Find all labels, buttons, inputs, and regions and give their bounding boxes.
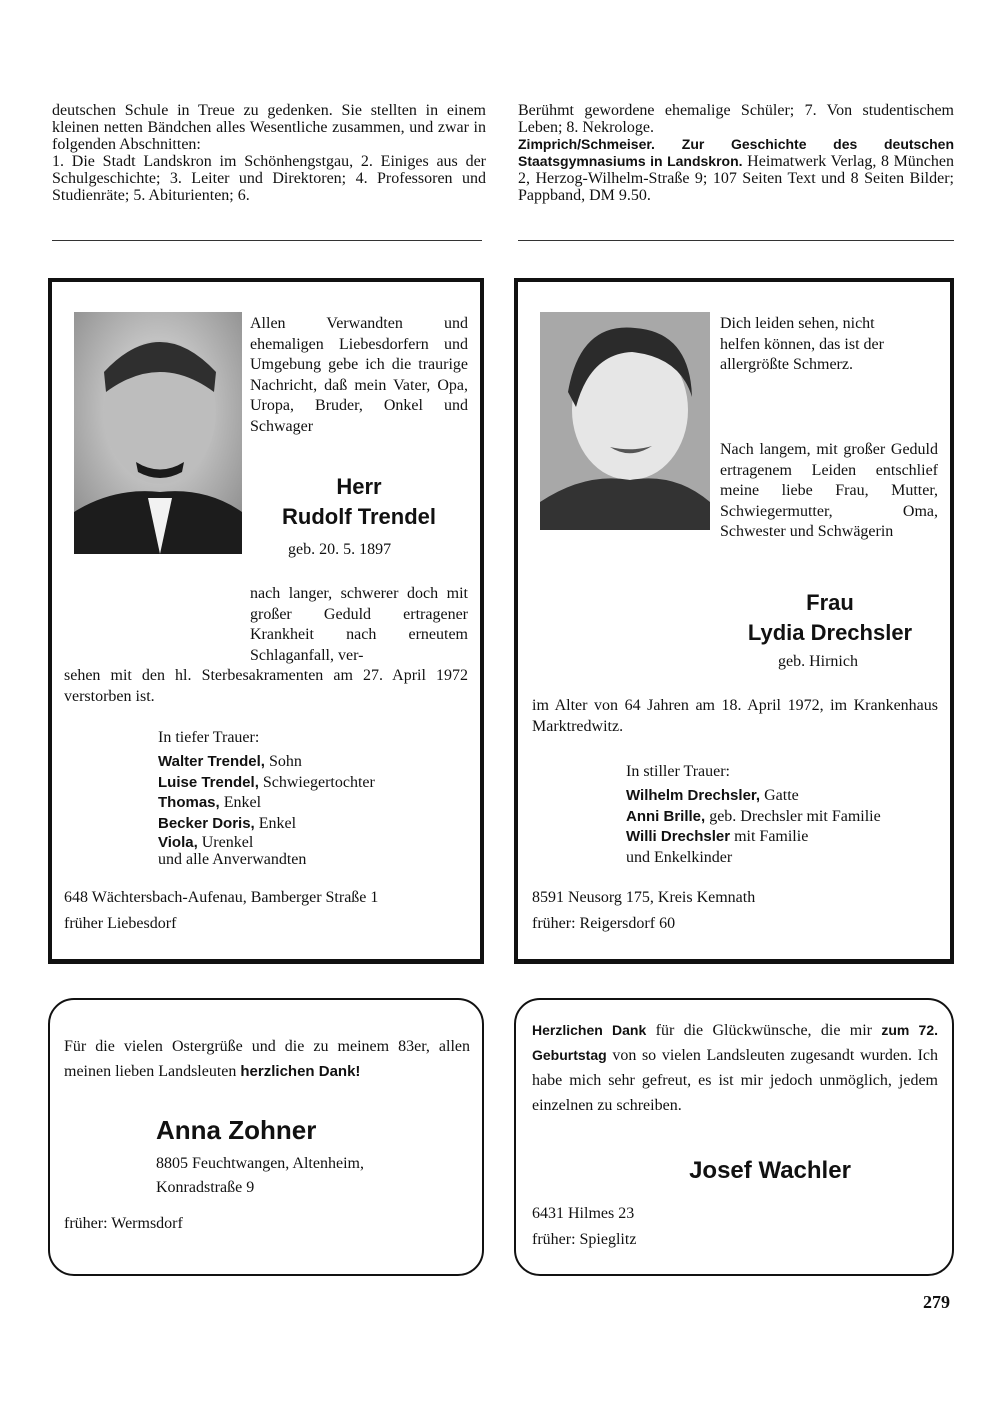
trendel-death-text-b: sehen mit den hl. Sterbesakramenten am 27. April 1972 verstorben ist. [64,667,468,705]
drechsler-intro-text: Nach langem, mit großer Geduld ertragenem Leiden entschlief meine liebe Frau, Mutter, Schwiegermutter, Oma, Schwester und Schwägerin [720,441,938,540]
page-number: 279 [923,1292,950,1312]
list-item: Walter Trendel, Sohn [158,753,302,770]
list-item: Willi Drechsler mit Familie [626,828,809,845]
separator-line-right [518,240,954,241]
trendel-others: und alle Anverwandten [158,851,307,868]
portrait-woman-icon [540,312,710,530]
drechsler-mourners-list [626,786,942,868]
drechsler-former-residence: früher: Reigersdorf 60 [532,915,676,932]
trendel-death-text-a: nach langer, schwerer doch mit großer Geduld ertragener Krankheit nach erneutem Schlaganfall, ver- [250,585,468,664]
trendel-mourners-list [158,752,468,868]
drechsler-birth-name: geb. Hirnich [778,653,858,670]
wachler-bold-a: Herzlichen Dank [532,1022,647,1038]
zohner-thanks-bold: herzlichen Dank! [240,1063,361,1080]
zohner-thanks-plain: Für die vielen Ostergrüße und die zu meinem 83er, allen meinen lieben Landsleuten [64,1038,470,1080]
wachler-text-b: von so vielen Landsleuten zugesandt wurden. Ich habe mich sehr gefreut, es ist mir jedoch unmöglich, jedem einzelnen zu schreiben. [532,1047,939,1114]
trendel-name: Rudolf Trendel [282,504,436,529]
top-right-paragraph-1: Berühmt gewordene ehemalige Schüler; 7. Von studentischem Leben; 8. Nekrologe. [518,102,954,136]
wachler-thanks-text [532,1018,938,1118]
trendel-salutation: Herr [336,474,382,499]
drechsler-death-text: im Alter von 64 Jahren am 18. April 1972, im Krankenhaus Marktredwitz. [532,697,938,735]
list-item: Viola, Urenkel [158,834,254,851]
book-publisher: Heimatwerk Verlag, 8 München 2, Herzog-Wilhelm-Straße 9; 107 Seiten Text und 8 Seiten Bilder; Pappband, DM 9.50. [518,153,954,204]
trendel-mourning-heading: In tiefer Trauer: [158,729,260,746]
trendel-birth-date: geb. 20. 5. 1897 [288,541,392,558]
drechsler-others: und Enkelkinder [626,848,733,866]
trendel-former-residence: früher Liebesdorf [64,915,177,932]
list-item: Wilhelm Drechsler, Gatte [626,787,799,804]
list-item: Thomas, Enkel [158,794,262,811]
drechsler-verse: Dich leiden sehen, nicht helfen können, das ist der allergrößte Schmerz. [720,315,884,373]
wachler-name: Josef Wachler [689,1157,851,1184]
list-item: Becker Doris, Enkel [158,814,297,832]
zohner-former-residence: früher: Wermsdorf [64,1215,183,1232]
drechsler-address: 8591 Neusorg 175, Kreis Kemnath [532,889,756,906]
top-left-column [52,102,486,204]
wachler-text-a: für die Glückwünsche, die mir [655,1022,872,1039]
book-title: Zur Geschichte des deutschen Staatsgymnasiums in Landskron. [518,136,955,169]
wachler-former-residence: früher: Spieglitz [532,1231,637,1248]
trendel-address: 648 Wächtersbach-Aufenau, Bamberger Straße 1 [64,889,379,906]
drechsler-name: Lydia Drechsler [747,620,913,645]
portrait-man-icon [74,312,242,554]
zohner-thanks-text [64,1034,470,1084]
book-authors: Zimprich/Schmeiser. [518,136,655,152]
list-item: Anni Brille, geb. Drechsler mit Familie [626,807,881,825]
zohner-address: 8805 Feuchtwangen, Altenheim, Konradstraße 9 [156,1155,364,1196]
portrait-photo-trendel [74,312,242,554]
drechsler-salutation: Frau [806,590,854,615]
wachler-bold-b: zum 72. Geburtstag [532,1022,939,1063]
top-left-paragraph-1: deutschen Schule in Treue zu gedenken. Sie stellten in einem kleinen netten Bändchen alles Wesentliche zusammen, und zwar in folgenden Abschnitten: [52,102,486,153]
separator-line-left [52,240,482,241]
wachler-address: 6431 Hilmes 23 [532,1205,635,1222]
list-item: Luise Trendel, Schwiegertochter [158,773,375,791]
portrait-photo-drechsler [540,312,710,530]
book-citation [518,136,954,204]
zohner-name: Anna Zohner [156,1115,317,1145]
trendel-intro-text: Allen Verwandten und ehemaligen Liebesdorfern und Umgebung gebe ich die traurige Nachricht, daß mein Vater, Opa, Uropa, Bruder, Onkel und Schwager [250,315,468,435]
top-left-paragraph-2: 1. Die Stadt Landskron im Schönhengstgau, 2. Einiges aus der Schulgeschichte; 3. Leiter und Direktoren; 4. Professoren und Studienräte; 5. Abiturienten; 6. [52,153,486,204]
top-right-column [518,102,954,204]
drechsler-mourning-heading: In stiller Trauer: [626,763,730,780]
